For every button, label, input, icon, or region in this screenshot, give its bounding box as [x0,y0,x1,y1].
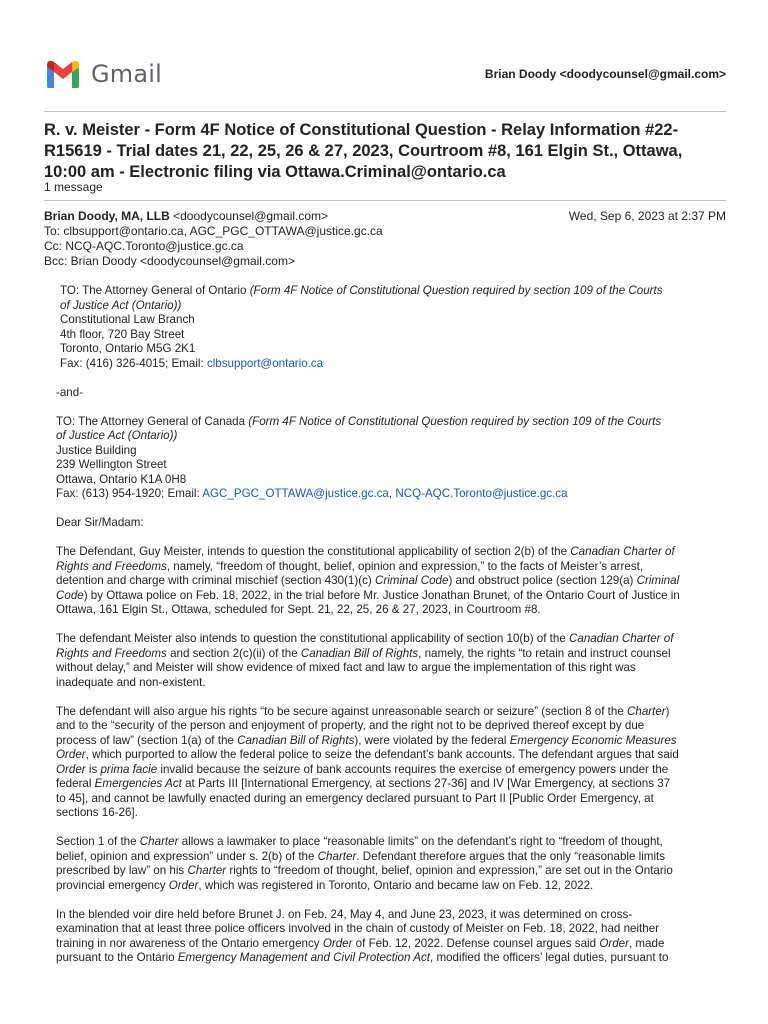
from-line [44,209,726,224]
gmail-wordmark: Gmail [91,60,163,88]
gmail-logo[interactable] [44,58,194,94]
salutation: Dear Sir/Madam: [56,516,144,529]
canada-email-link-1[interactable]: AGC_PGC_OTTAWA@justice.gc.ca [202,487,389,500]
paragraph-5: In the blended voir dire held before Brunet J. on Feb. 24, May 4, and June 23, 2023, it was determined on cross- examination that at least three police officers involved in the chain of custody of Meister on Feb. 18, 2022, had neither training in nor awareness of the Ontario emergency Order of Feb. 12, 2022. Defense counsel argues said Order, made pursuant to the Ontario Emergency Management and Civil Protection Act, modified the officers’ legal duties, pursuant to [56,907,669,964]
ontario-email-link[interactable]: clbsupport@ontario.ca [206,356,324,370]
canada-email-link-2[interactable]: NCQ-AQC.Toronto@justice.gc.ca [395,487,568,500]
sender-name: Brian Doody, MA, LLB [44,209,170,223]
message-count: 1 message [44,180,103,194]
message-headers [44,209,726,269]
paragraph-1: The Defendant, Guy Meister, intends to question the constitutional applicability of section 2(b) of the Canadian Charter of Rights and Freedoms, namely, “freedom of thought, belief, opinion and expression,” to the facts of Meister’s arrest, detention and charge with criminal mischief (section 430(1)(c) Criminal Code) and obstruct police (section 129(a) Criminal Code) by Ottawa police on Feb. 18, 2022, in the trial before Mr. Justice Jonathan Brunet, of the Ontario Court of Justice in Ottawa, 161 Elgin St., Ottawa, scheduled for Sept. 21, 22, 25, 26 & 27, 2023, in Courtroom #8. [56,545,680,616]
canada-address-block: TO: The Attorney General of Canada (Form 4F Notice of Constitutional Question required by section 109 of the Courts of Justice Act (Ontario)) Justice Building 239 Wellington Street Ottawa, Ontario K1A 0H8 Fax: (613) 954-1920; Email: AGC_PGC_OTTAWA@justice.gc.ca, NCQ-AQC.Toronto@justice.gc.ca [56,414,662,500]
header-divider [44,111,726,112]
message-date: Wed, Sep 6, 2023 at 2:37 PM [568,209,726,223]
bcc-line: Bcc: Brian Doody <doodycounsel@gmail.com> [44,254,295,268]
account-label: Brian Doody <doodycounsel@gmail.com> [484,67,726,81]
to-line: To: clbsupport@ontario.ca, AGC_PGC_OTTAWA@justice.gc.ca [44,224,383,238]
gmail-header [44,58,726,94]
subject-divider [44,200,726,201]
and-separator: -and- [56,385,84,399]
ontario-address-block: TO: The Attorney General of Ontario (Form 4F Notice of Constitutional Question required by section 109 of the Courts of Justice Act (Ontario)) Constitutional Law Branch 4th floor, 720 Bay Street Toronto, Ontario M5G 2K1 Fax: (416) 326-4015; Email: clbsupport@ontario.ca [60,284,663,370]
paragraph-3: The defendant will also argue his rights “to be secure against unreasonable search or seizure” (section 8 of the Charter) and to the “security of the person and enjoyment of property, and the right not to be deprived thereof except by due process of law” (section 1(a) of the Canadian Bill of Rights), were violated by the federal Emergency Economic Measures Order, which purported to allow the federal police to seize the defendant’s bank accounts. The defendant argues that said Order is prima facie invalid because the seizure of bank accounts requires the exercise of emergency powers under the federal Emergencies Act at Parts III [International Emergency, at sections 27-36] and IV [War Emergency, at sections 37 to 45], and cannot be lawfully enacted during an emergency declared pursuant to Part II [Public Order Emergency, at sections 16-26]. [56,704,679,819]
thread-subject: R. v. Meister - Form 4F Notice of Constitutional Question - Relay Information #22-R15619 - Trial dates 21, 22, 25, 26 & 27, 2023, Courtroom #8, 161 Elgin St., Ottawa, 10:00 am - Electronic filing via Ottawa.Criminal@ontario.ca [44,121,683,181]
paragraph-4: Section 1 of the Charter allows a lawmaker to place “reasonable limits” on the defendant’s right to “freedom of thought, belief, opinion and expression” under s. 2(b) of the Charter. Defendant therefore argues that the only “reasonable limits prescribed by law” on his Charter rights to “freedom of thought, belief, opinion and expression,” are set out in the Ontario provincial emergency Order, which was registered in Toronto, Ontario and became law on Feb. 12, 2022. [56,835,673,892]
sender-email: <doodycounsel@gmail.com> [173,209,329,223]
gmail-m-icon [44,59,82,89]
message-body [56,284,716,980]
cc-line: Cc: NCQ-AQC.Toronto@justice.gc.ca [44,239,244,253]
paragraph-2: The defendant Meister also intends to question the constitutional applicability of section 10(b) of the Canadian Charter of Rights and Freedoms and section 2(c)(ii) of the Canadian Bill of Rights, namely, the rights “to retain and instruct counsel without delay,” and Meister will show evidence of mixed fact and law to argue the implementation of this right was inadequate and non-existent. [56,632,674,689]
